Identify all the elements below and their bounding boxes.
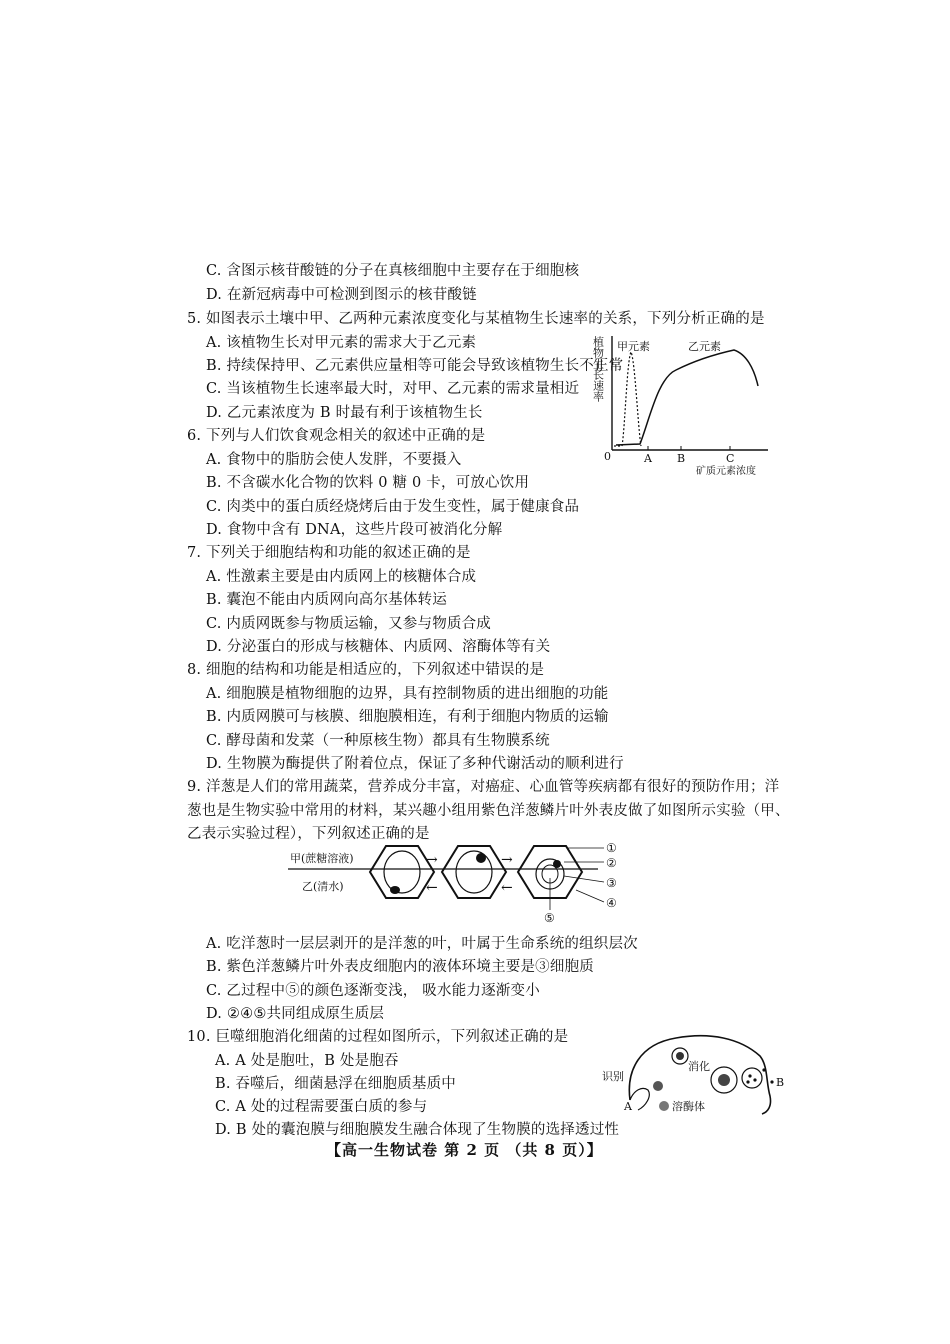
q7-option-c: C. 内质网既参与物质运输，又参与物质合成 — [206, 616, 491, 632]
q7-option-b: B. 囊泡不能由内质网向高尔基体转运 — [206, 592, 447, 608]
q8-option-c: C. 酵母菌和发菜（一种原核生物）都具有生物膜系统 — [206, 733, 550, 749]
q6-option-a: A. 食物中的脂肪会使人发胖，不要摄入 — [206, 452, 462, 468]
q10-option-d: D. B 处的囊泡膜与细胞膜发生融合体现了生物膜的选择透过性 — [215, 1122, 620, 1138]
q6-option-c: C. 肉类中的蛋白质经烧烤后由于发生变性，属于健康食品 — [206, 499, 580, 515]
arrow-right-2: → — [501, 852, 513, 868]
q5-option-b: B. 持续保持甲、乙元素供应量相等可能会导致该植物生长不正常 — [206, 358, 624, 374]
cell-1 — [370, 846, 434, 898]
q9-figure — [286, 840, 632, 924]
q6-stem: 6. 下列与人们饮食观念相关的叙述中正确的是 — [187, 428, 486, 444]
q8-option-b: B. 内质网膜可与核膜、细胞膜相连，有利于细胞内物质的运输 — [206, 709, 609, 725]
q5-option-a: A. 该植物生长对甲元素的需求大于乙元素 — [206, 335, 477, 351]
q6-option-b: B. 不含碳水化合物的饮料 0 糖 0 卡，可放心饮用 — [206, 475, 530, 491]
series-yi-label: 乙元素 — [688, 340, 721, 353]
q10-option-b: B. 吞噬后，细菌悬浮在细胞质基质中 — [215, 1076, 456, 1092]
label-lysosome: 溶酶体 — [672, 1100, 705, 1113]
q6-option-d: D. 食物中含有 DNA，这些片段可被消化分解 — [206, 522, 503, 538]
series-jia-label: 甲元素 — [617, 340, 650, 353]
q10-option-c: C. A 处的过程需要蛋白质的参与 — [215, 1099, 428, 1115]
label-jia: 甲(蔗糖溶液) — [290, 852, 354, 865]
arrow-right-1: → — [426, 852, 438, 868]
q9-stem-line2: 葱也是生物实验中常用的材料，某兴趣小组用紫色洋葱鳞片叶外表皮做了如图所示实验（甲、 — [187, 803, 790, 819]
label-a: A — [624, 1100, 632, 1113]
label-b: B — [776, 1076, 785, 1089]
tick-c: C — [726, 452, 735, 465]
q4-option-c: C. 含图示核苷酸链的分子在真核细胞中主要存在于细胞核 — [206, 263, 580, 279]
origin-label: 0 — [604, 450, 611, 463]
q7-stem: 7. 下列关于细胞结构和功能的叙述正确的是 — [187, 545, 471, 561]
label-digest: 消化 — [688, 1060, 710, 1073]
arrow-left-2: ← — [501, 880, 513, 896]
q8-option-a: A. 细胞膜是植物细胞的边界，具有控制物质的进出细胞的功能 — [206, 686, 609, 702]
q9-option-c: C. 乙过程中⑤的颜色逐渐变浅， 吸水能力逐渐变小 — [206, 983, 540, 999]
q9-stem-line3: 乙表示实验过程），下列叙述正确的是 — [187, 826, 430, 842]
q9-option-d: D. ②④⑤共同组成原生质层 — [206, 1006, 385, 1022]
series-jia-curve — [614, 352, 641, 446]
q8-stem: 8. 细胞的结构和功能是相适应的，下列叙述中错误的是 — [187, 662, 545, 678]
q7-option-d: D. 分泌蛋白的形成与核糖体、内质网、溶酶体等有关 — [206, 639, 551, 655]
q5-option-c: C. 当该植物生长速率最大时，对甲、乙元素的需求量相近 — [206, 381, 580, 397]
cell-2 — [442, 846, 506, 898]
marker-5: ⑤ — [544, 911, 555, 925]
marker-3: ③ — [606, 876, 617, 890]
tick-a: A — [644, 452, 652, 465]
q9-stem-line1: 9. 洋葱是人们的常用蔬菜，营养成分丰富，对癌症、心血管等疾病都有很好的预防作用；洋 — [187, 779, 780, 795]
q8-option-d: D. 生物膜为酶提供了附着位点，保证了多种代谢活动的顺利进行 — [206, 756, 624, 772]
q5-figure — [591, 328, 772, 478]
marker-2: ② — [606, 856, 617, 870]
marker-4: ④ — [606, 896, 617, 910]
label-recognize: 识别 — [602, 1070, 624, 1083]
label-yi: 乙(清水) — [302, 880, 344, 893]
q9-option-b: B. 紫色洋葱鳞片叶外表皮细胞内的液体环境主要是③细胞质 — [206, 959, 594, 975]
q10-stem: 10. 巨噬细胞消化细菌的过程如图所示，下列叙述正确的是 — [187, 1029, 569, 1045]
x-axis-label: 矿质元素浓度 — [696, 466, 756, 477]
arrow-left-1: ← — [426, 880, 438, 896]
q7-option-a: A. 性激素主要是由内质网上的核糖体合成 — [206, 569, 477, 585]
tick-b: B — [677, 452, 686, 465]
page-footer: 【高一生物试卷 第 2 页 （共 8 页）】 — [326, 1141, 603, 1159]
q5-stem: 5. 如图表示土壤中甲、乙两种元素浓度变化与某植物生长速率的关系，下列分析正确的是 — [187, 311, 765, 327]
y-axis-label: 植物生长速率 — [591, 336, 605, 402]
q4-option-d: D. 在新冠病毒中可检测到图示的核苷酸链 — [206, 287, 477, 303]
q9-option-a: A. 吃洋葱时一层层剥开的是洋葱的叶，叶属于生命系统的组织层次 — [206, 936, 638, 952]
q5-option-d: D. 乙元素浓度为 B 时最有利于该植物生长 — [206, 405, 483, 421]
q10-figure — [600, 1030, 790, 1116]
marker-1: ① — [606, 841, 617, 855]
series-yi-curve — [616, 350, 758, 445]
q10-option-a: A. A 处是胞吐，B 处是胞吞 — [215, 1053, 399, 1069]
